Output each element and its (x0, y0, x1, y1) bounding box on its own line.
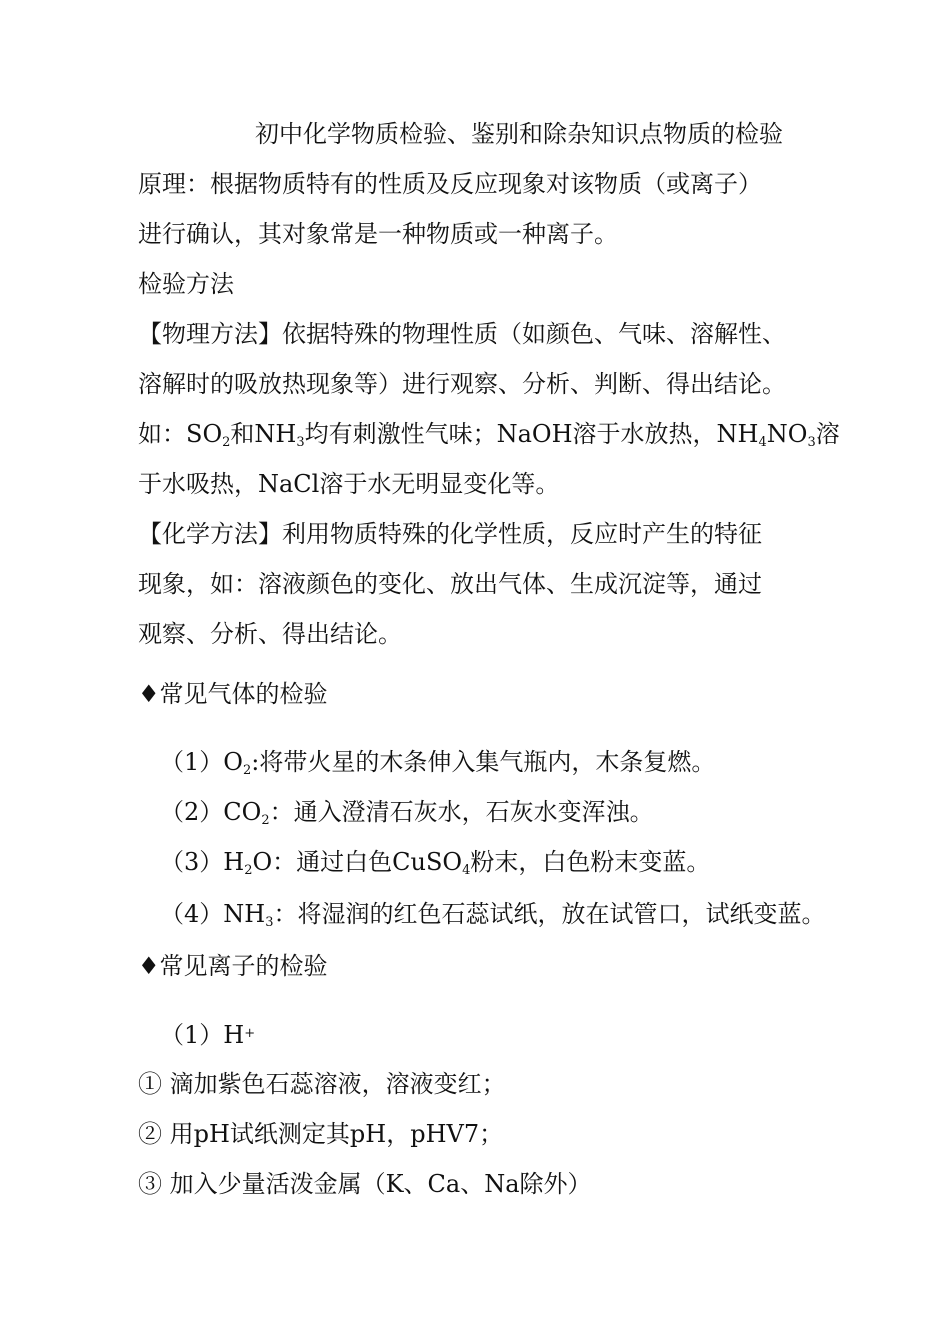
ion-section-heading: ♦常见离子的检验 (138, 952, 328, 980)
text-run: （2）CO (160, 798, 262, 826)
physical-method-line-1: 【物理方法】依据特殊的物理性质（如颜色、气味、溶解性、 (138, 320, 786, 348)
doc-title: 初中化学物质检验、鉴别和除杂知识点物质的检验 (255, 120, 783, 148)
physical-method-line-3 (138, 418, 840, 459)
physical-method-line-2: 溶解时的吸放热现象等）进行观察、分析、判断、得出结论。 (138, 370, 786, 398)
subscript: 3 (296, 435, 305, 450)
text-run: （1）H (160, 1021, 245, 1049)
text-run: :将带火星的木条伸入集气瓶内，木条复燃。 (251, 748, 716, 776)
text-run: 如：SO (138, 420, 223, 448)
chemical-method-line-2: 现象，如：溶液颜色的变化、放出气体、生成沉淀等，通过 (138, 570, 762, 598)
ion-h-step-1: ① 滴加紫色石蕊溶液，溶液变红； (138, 1070, 506, 1098)
subscript: 3 (265, 915, 274, 930)
text-run: ：将湿润的红色石蕊试纸，放在试管口，试纸变蓝。 (273, 900, 826, 928)
methods-heading: 检验方法 (138, 270, 234, 298)
gas-item-h2o (160, 846, 710, 887)
ion-item-h (160, 1018, 255, 1051)
text-run: 溶 (815, 420, 840, 448)
subscript: 2 (261, 813, 270, 828)
physical-method-line-4: 于水吸热，NaCl溶于水无明显变化等。 (138, 470, 560, 498)
gas-item-nh3 (160, 898, 825, 939)
chemical-method-line-3: 观察、分析、得出结论。 (138, 620, 402, 648)
subscript: 4 (758, 435, 767, 450)
subscript: 2 (244, 863, 253, 878)
gas-item-o2 (160, 746, 715, 787)
text-run: 粉末，白色粉末变蓝。 (470, 848, 711, 876)
text-run: NO (766, 420, 808, 448)
ion-h-step-2: ② 用pH试纸测定其pH，pHV7； (138, 1120, 504, 1148)
subscript: 3 (807, 435, 816, 450)
ion-h-step-3: ③ 加入少量活泼金属（K、Ca、Na除外） (138, 1170, 592, 1198)
gas-item-co2 (160, 796, 654, 837)
text-run: 均有刺激性气味；NaOH溶于水放热，NH (304, 420, 759, 448)
chemical-method-line-1: 【化学方法】利用物质特殊的化学性质，反应时产生的特征 (138, 520, 762, 548)
subscript: 4 (462, 863, 471, 878)
text-run: （3）H (160, 848, 245, 876)
principle-line-1: 原理：根据物质特有的性质及反应现象对该物质（或离子） (138, 170, 762, 198)
subscript: 2 (242, 763, 252, 778)
text-run: （4）NH (160, 900, 266, 928)
gas-section-heading: ♦常见气体的检验 (138, 680, 328, 708)
principle-line-2: 进行确认，其对象常是一种物质或一种离子。 (138, 220, 618, 248)
text-run: ：通入澄清石灰水，石灰水变浑浊。 (269, 798, 654, 826)
text-run: 和NH (230, 420, 297, 448)
text-run: （1）O (160, 748, 243, 776)
superscript: + (244, 1026, 256, 1041)
text-run: O：通过白色CuSO (252, 848, 463, 876)
subscript: 2 (222, 435, 231, 450)
